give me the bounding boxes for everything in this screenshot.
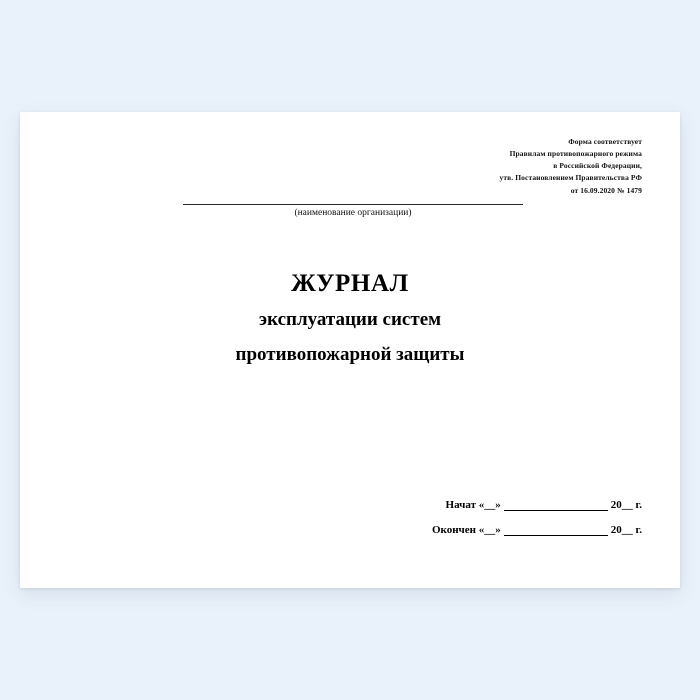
start-date-fill-line xyxy=(504,499,608,511)
organization-field xyxy=(183,204,523,218)
end-date-row xyxy=(432,524,642,536)
start-date-row xyxy=(432,499,642,511)
organization-caption: (наименование организации) xyxy=(294,208,412,218)
document-subtitle-line-2: противопожарной защиты xyxy=(235,344,465,366)
document-subtitle-line-1: эксплуатации систем xyxy=(258,308,442,330)
form-reference-line-3: в Российской Федерации, xyxy=(553,161,642,171)
organization-fill-line xyxy=(183,204,523,205)
form-reference-line-2: Правилам противопожарного режима xyxy=(509,149,642,159)
end-date-fill-line xyxy=(504,524,608,536)
document-title-block xyxy=(20,270,680,369)
form-reference-line-4: утв. Постановлением Правительства РФ xyxy=(499,173,642,183)
start-date-year: 20__ г. xyxy=(610,499,642,511)
page-title: ЖУРНАЛ xyxy=(291,270,409,297)
end-date-label: Окончен «__» xyxy=(431,524,501,536)
form-reference-block xyxy=(500,136,643,197)
start-date-label: Начат «__» xyxy=(445,499,501,511)
end-date-year: 20__ г. xyxy=(610,524,642,536)
form-reference-line-1: Форма соответствует xyxy=(568,137,642,146)
document-page xyxy=(20,112,680,588)
date-fields xyxy=(432,499,642,536)
document-page-content xyxy=(20,112,680,588)
form-reference-line-5: от 16.09.2020 № 1479 xyxy=(570,185,642,195)
